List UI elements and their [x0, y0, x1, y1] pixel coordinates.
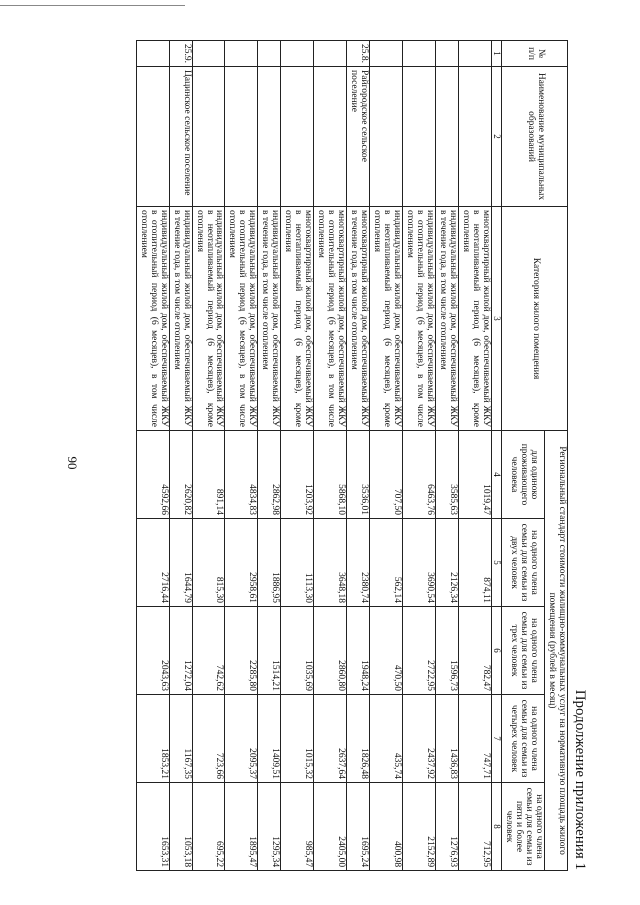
header-municipality: Наименование муниципальных образований [502, 67, 568, 207]
value-cell-5: 1053,18 [169, 783, 192, 871]
category-cell: индивидуальный жилой дом, обеспечиваемый ЖКУ в течение года, в том числе отоплением [169, 207, 192, 431]
value-cell-4: 1436,83 [435, 695, 458, 783]
table-row [403, 41, 436, 871]
header-sub-3: на одного члена семьи для семьи из трех человек [502, 607, 545, 695]
value-cell-1: 1019,47 [458, 431, 491, 519]
value-cell-2: 2958,61 [225, 519, 258, 607]
header-standard-group: Региональный стандарт стоимости жилищно-коммунальных услуг на нормативную площадь жилого помещения (рублей в месяц) [545, 431, 568, 871]
municipality-name-cell [192, 67, 225, 207]
value-cell-2: 815,30 [192, 519, 225, 607]
value-cell-4: 1826,48 [347, 695, 370, 783]
value-cell-2: 2126,34 [435, 519, 458, 607]
value-cell-2: 1886,95 [258, 519, 281, 607]
value-cell-1: 4592,66 [136, 431, 169, 519]
value-cell-1: 3585,63 [435, 431, 458, 519]
column-number-7: 7 [491, 695, 501, 783]
category-cell: индивидуальный жилой дом, обеспечиваемый ЖКУ в отопительный период (6 месяцев), в том числе отоплением [225, 207, 258, 431]
value-cell-2: 2380,74 [347, 519, 370, 607]
table-row [435, 41, 458, 871]
municipality-name-cell [314, 67, 347, 207]
row-number-cell [192, 41, 225, 67]
value-cell-3: 1272,04 [169, 607, 192, 695]
value-cell-5: 695,22 [192, 783, 225, 871]
table-row [347, 41, 370, 871]
table-row [370, 41, 403, 871]
value-cell-3: 1035,69 [281, 607, 314, 695]
municipality-name-cell [403, 67, 436, 207]
header-sub-1: для одиноко проживающего человека [502, 431, 545, 519]
category-cell: многоквартирный жилой дом, обеспечиваемый ЖКУ в отопительный период (6 месяцев), в том числе отоплением [314, 207, 347, 431]
value-cell-3: 1948,24 [347, 607, 370, 695]
value-cell-4: 1409,51 [258, 695, 281, 783]
header-number: № п/п [502, 41, 568, 67]
column-number-4: 4 [491, 431, 501, 519]
column-number-8: 8 [491, 783, 501, 871]
value-cell-2: 562,14 [370, 519, 403, 607]
category-cell: многоквартирный жилой дом, обеспечиваемый ЖКУ в неотапливаемый период (6 месяцев), кроме отопления [458, 207, 491, 431]
row-number-cell [314, 41, 347, 67]
value-cell-1: 1203,92 [281, 431, 314, 519]
value-cell-2: 874,11 [458, 519, 491, 607]
table-row [258, 41, 281, 871]
header-sub-5: на одного члена семьи для семьи из пяти и более человек [502, 783, 545, 871]
table-row [192, 41, 225, 871]
value-cell-3: 2860,80 [314, 607, 347, 695]
category-cell: многоквартирный жилой дом, обеспечиваемый ЖКУ в течение года, в том числе отоплением [347, 207, 370, 431]
continuation-title: Продолжение приложения 1 [572, 689, 588, 870]
value-cell-1: 4834,83 [225, 431, 258, 519]
row-number-cell [458, 41, 491, 67]
value-cell-3: 2043,63 [136, 607, 169, 695]
value-cell-2: 1113,30 [281, 519, 314, 607]
value-cell-1: 3536,01 [347, 431, 370, 519]
value-cell-3: 742,62 [192, 607, 225, 695]
value-cell-3: 470,50 [370, 607, 403, 695]
value-cell-1: 2620,82 [169, 431, 192, 519]
value-cell-2: 3690,54 [403, 519, 436, 607]
value-cell-3: 782,47 [458, 607, 491, 695]
row-number-cell [435, 41, 458, 67]
value-cell-5: 400,98 [370, 783, 403, 871]
municipality-name-cell [435, 67, 458, 207]
row-number-cell: 25.9. [169, 41, 192, 67]
table-row [281, 41, 314, 871]
category-cell: индивидуальный жилой дом, обеспечиваемый ЖКУ в течение года, в том числе отоплением [258, 207, 281, 431]
value-cell-5: 1653,31 [136, 783, 169, 871]
column-number-3: 3 [491, 207, 501, 431]
value-cell-1: 6463,76 [403, 431, 436, 519]
municipality-name-cell [281, 67, 314, 207]
table-row [169, 41, 192, 871]
municipality-name-cell [225, 67, 258, 207]
municipality-name-cell [370, 67, 403, 207]
value-cell-4: 1853,21 [136, 695, 169, 783]
page-number: 90 [65, 456, 80, 470]
value-cell-4: 2095,37 [225, 695, 258, 783]
municipality-name-cell [258, 67, 281, 207]
value-cell-4: 1167,35 [169, 695, 192, 783]
category-cell: индивидуальный жилой дом, обеспечиваемый ЖКУ в неотапливаемый период (6 месяцев), кроме отопления [192, 207, 225, 431]
top-rule [0, 5, 185, 6]
table-row [225, 41, 258, 871]
municipality-name-cell: Райгородское сельское поселение [347, 67, 370, 207]
value-cell-4: 435,74 [370, 695, 403, 783]
value-cell-1: 5868,10 [314, 431, 347, 519]
municipality-name-cell [458, 67, 491, 207]
value-cell-5: 1895,47 [225, 783, 258, 871]
rotated-page-content [50, 40, 590, 870]
value-cell-5: 1276,93 [435, 783, 458, 871]
header-sub-2: на одного члена семьи для семьи из двух человек [502, 519, 545, 607]
value-cell-3: 2722,95 [403, 607, 436, 695]
value-cell-4: 1015,32 [281, 695, 314, 783]
category-cell: индивидуальный жилой дом, обеспечиваемый ЖКУ в течение года, в том числе отоплением [435, 207, 458, 431]
value-cell-5: 712,95 [458, 783, 491, 871]
row-number-cell [258, 41, 281, 67]
category-cell: индивидуальный жилой дом, обеспечиваемый ЖКУ в отопительный период (6 месяцев), в том числе отоплением [403, 207, 436, 431]
table-row [314, 41, 347, 871]
value-cell-3: 2285,80 [225, 607, 258, 695]
housing-cost-table [136, 40, 568, 871]
row-number-cell [281, 41, 314, 67]
column-number-5: 5 [491, 519, 501, 607]
table-row [136, 41, 169, 871]
column-number-2: 2 [491, 67, 501, 207]
value-cell-3: 1596,73 [435, 607, 458, 695]
value-cell-5: 2405,00 [314, 783, 347, 871]
row-number-cell [370, 41, 403, 67]
value-cell-2: 2716,44 [136, 519, 169, 607]
value-cell-5: 985,47 [281, 783, 314, 871]
value-cell-5: 1695,24 [347, 783, 370, 871]
value-cell-1: 2862,98 [258, 431, 281, 519]
row-number-cell [136, 41, 169, 67]
value-cell-1: 707,50 [370, 431, 403, 519]
row-number-cell [225, 41, 258, 67]
value-cell-4: 2637,64 [314, 695, 347, 783]
municipality-name-cell [136, 67, 169, 207]
value-cell-4: 723,66 [192, 695, 225, 783]
value-cell-2: 3648,18 [314, 519, 347, 607]
row-number-cell: 25.8. [347, 41, 370, 67]
value-cell-4: 747,71 [458, 695, 491, 783]
column-number-6: 6 [491, 607, 501, 695]
value-cell-5: 2152,89 [403, 783, 436, 871]
value-cell-5: 1295,34 [258, 783, 281, 871]
table-row [458, 41, 491, 871]
category-cell: индивидуальный жилой дом, обеспечиваемый ЖКУ в неотапливаемый период (6 месяцев), кроме отопления [370, 207, 403, 431]
header-category: Категория жилого помещения [502, 207, 568, 431]
municipality-name-cell: Цацинское сельское поселение [169, 67, 192, 207]
column-number-1: 1 [491, 41, 501, 67]
value-cell-2: 1644,79 [169, 519, 192, 607]
category-cell: индивидуальный жилой дом, обеспечиваемый ЖКУ в отопительный период (6 месяцев), в том числе отоплением [136, 207, 169, 431]
value-cell-3: 1514,21 [258, 607, 281, 695]
value-cell-4: 2437,92 [403, 695, 436, 783]
value-cell-1: 891,14 [192, 431, 225, 519]
category-cell: многоквартирный жилой дом, обеспечиваемый ЖКУ в неотапливаемый период (6 месяцев), кроме отопления [281, 207, 314, 431]
row-number-cell [403, 41, 436, 67]
header-sub-4: на одного члена семьи для семьи из четырех человек [502, 695, 545, 783]
